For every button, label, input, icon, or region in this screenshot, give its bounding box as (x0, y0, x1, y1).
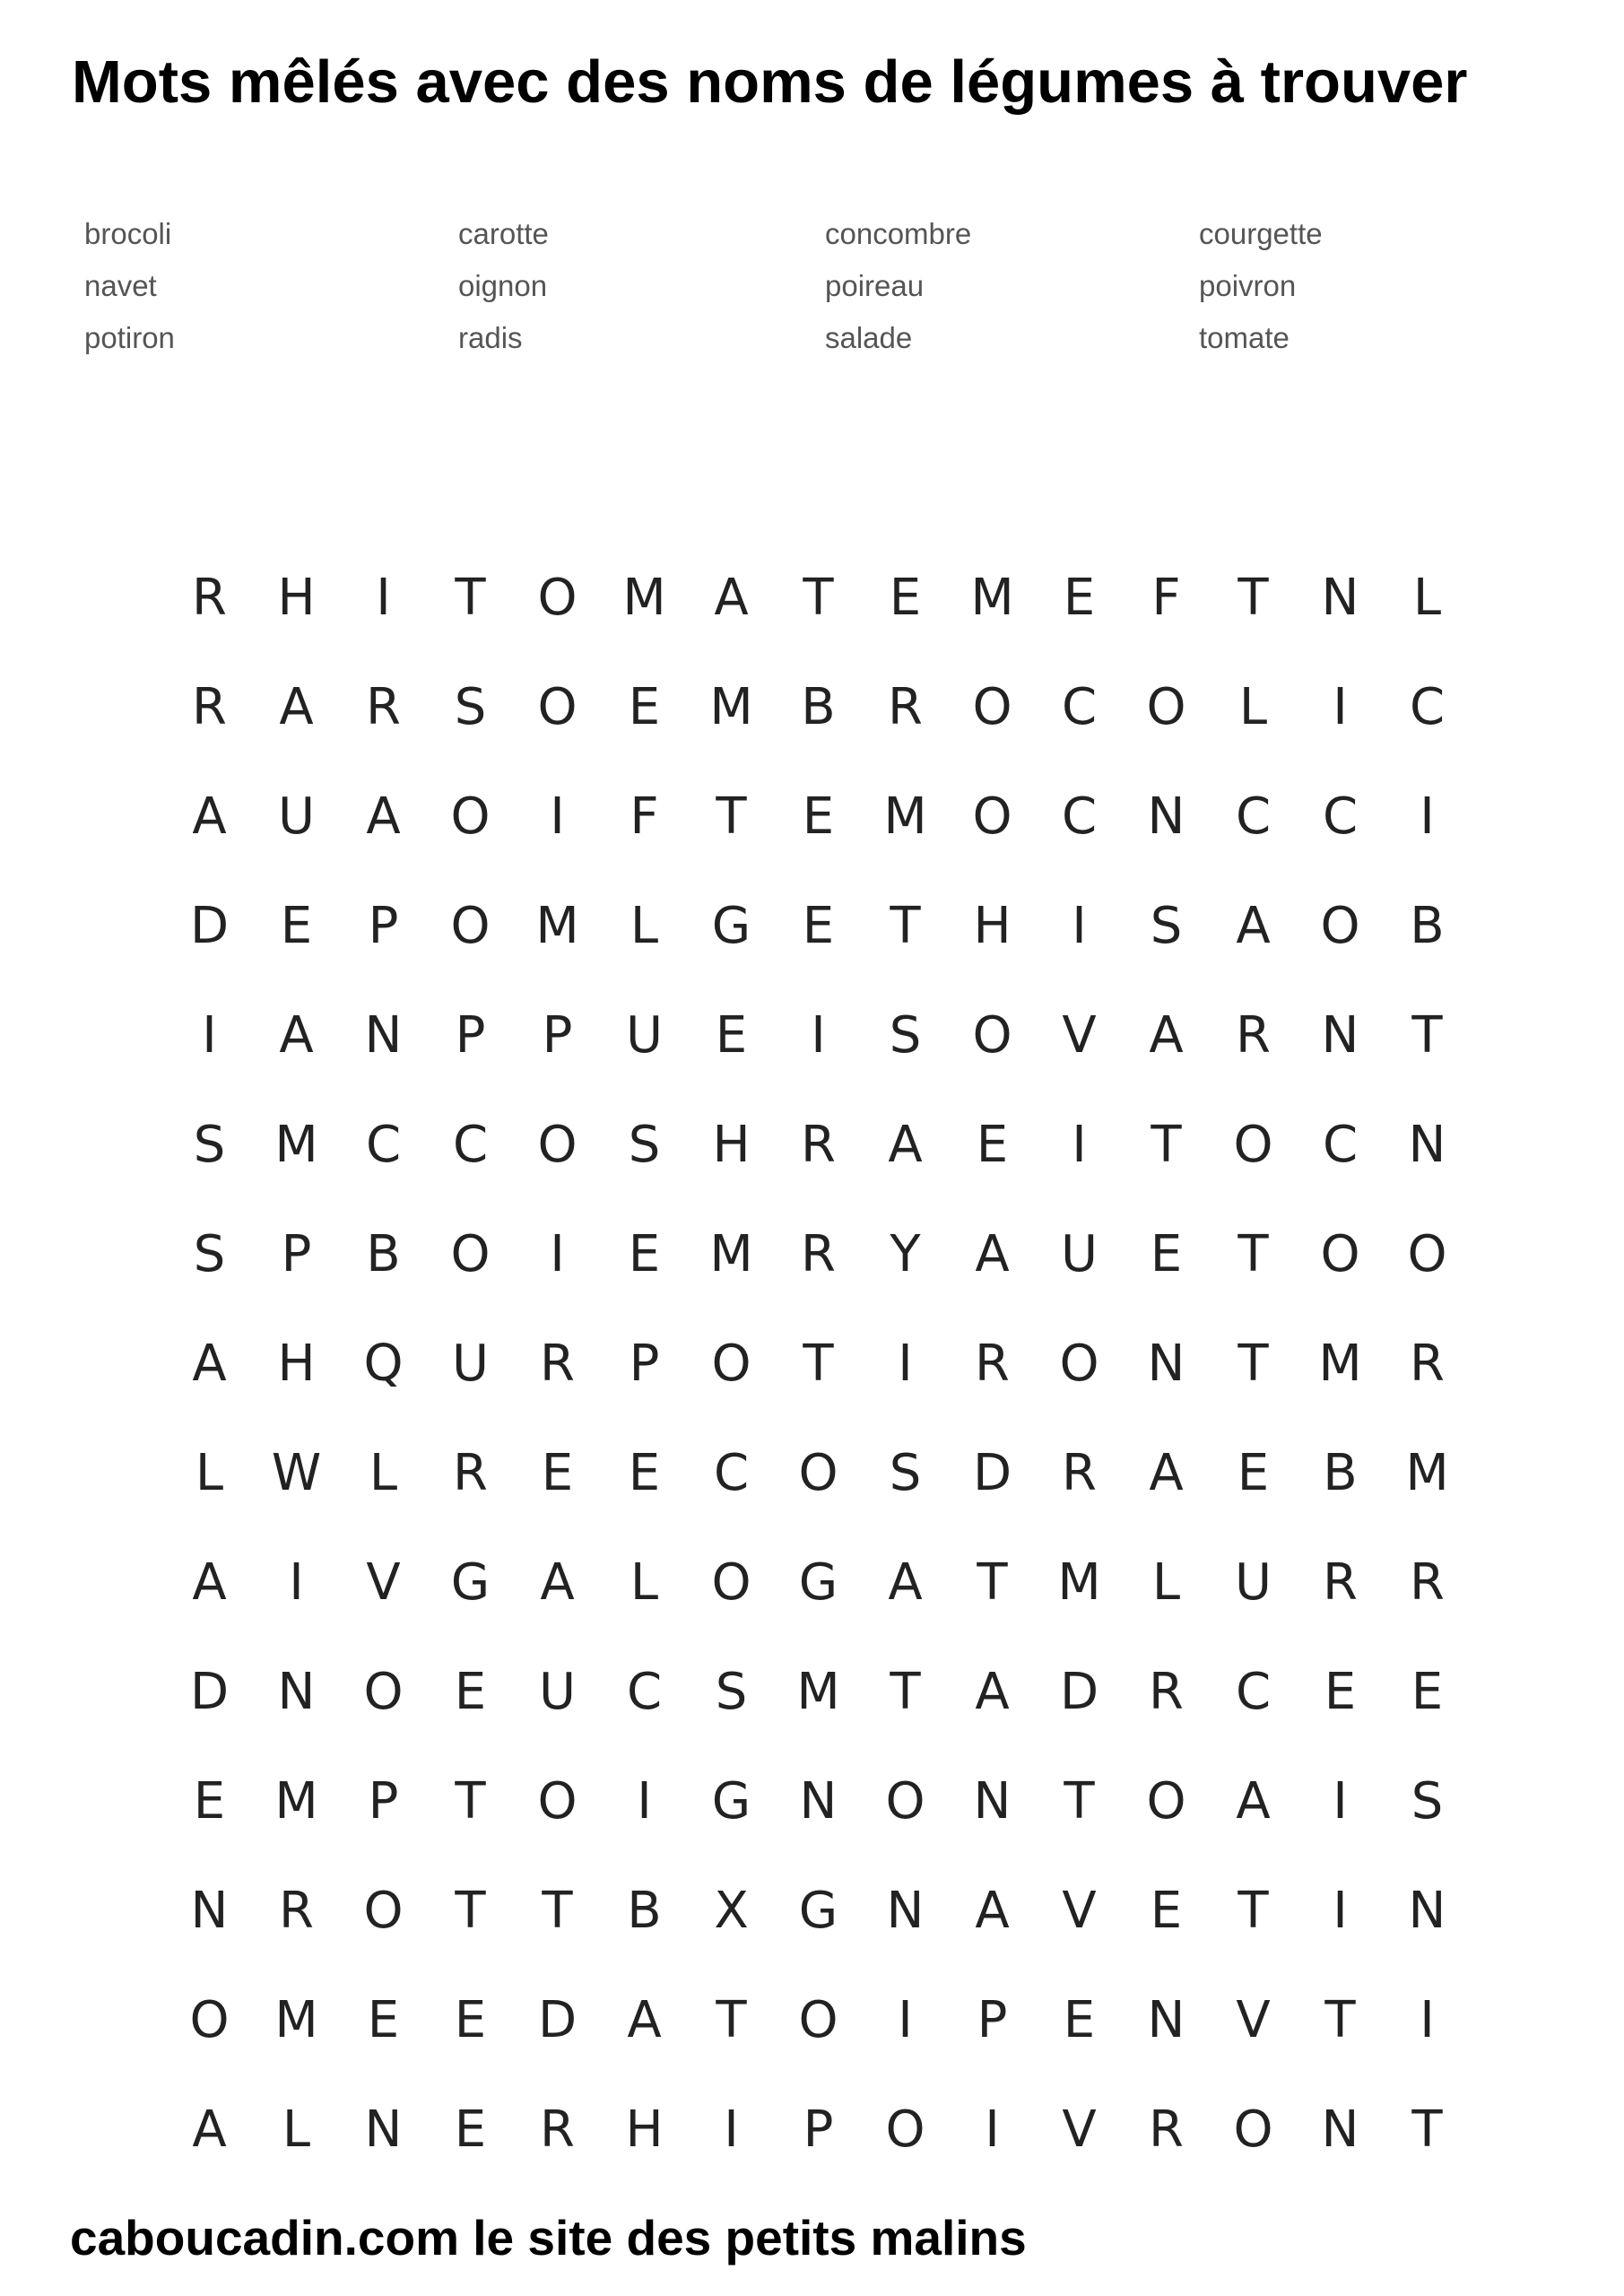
word-carotte: carotte (458, 217, 549, 250)
page-title: Mots mêlés avec des noms de légumes à trouver (72, 48, 1468, 116)
grid-cell-r7-c15[interactable]: O (1407, 1224, 1447, 1283)
grid-cell-r10-c13[interactable]: U (1235, 1552, 1272, 1612)
grid-cell-r6-c11[interactable]: I (1072, 1115, 1087, 1174)
grid-cell-r10-c15[interactable]: R (1410, 1552, 1445, 1612)
grid-cell-r7-c8[interactable]: R (801, 1224, 836, 1283)
word-salade: salade (825, 321, 913, 354)
grid-cell-r6-c8[interactable]: R (801, 1115, 836, 1174)
grid-cell-r11-c6[interactable]: C (626, 1662, 663, 1721)
grid-cell-r15-c2[interactable]: L (282, 2100, 311, 2159)
grid-cell-r2-c15[interactable]: C (1409, 677, 1446, 736)
grid-cell-r8-c8[interactable]: T (803, 1334, 834, 1393)
word-tomate: tomate (1199, 321, 1290, 354)
grid-cell-r6-c15[interactable]: N (1408, 1115, 1446, 1174)
grid-cell-r6-c14[interactable]: C (1322, 1115, 1359, 1174)
grid-cell-r1-c5[interactable]: O (537, 568, 578, 627)
grid-cell-r4-c6[interactable]: L (630, 896, 659, 955)
grid-cell-r3-c15[interactable]: I (1420, 787, 1435, 846)
grid-cell-r10-c14[interactable]: R (1323, 1552, 1358, 1612)
grid-cell-r7-c4[interactable]: O (450, 1224, 491, 1283)
grid-cell-r13-c15[interactable]: N (1408, 1881, 1446, 1940)
word-poireau: poireau (825, 269, 925, 302)
grid-cell-r3-c5[interactable]: I (550, 787, 565, 846)
word-navet: navet (84, 269, 157, 302)
grid-cell-r2-c5[interactable]: O (537, 677, 578, 736)
grid-cell-r2-c7[interactable]: M (709, 677, 753, 736)
grid-cell-r9-c9[interactable]: S (889, 1443, 922, 1502)
grid-cell-r7-c3[interactable]: B (366, 1224, 401, 1283)
grid-cell-r12-c12[interactable]: O (1146, 1771, 1186, 1831)
grid-cell-r7-c10[interactable]: A (975, 1224, 1010, 1283)
grid-cell-r8-c2[interactable]: H (277, 1334, 316, 1393)
grid-cell-r1-c8[interactable]: T (803, 568, 834, 627)
grid-cell-r13-c8[interactable]: G (798, 1881, 838, 1940)
grid-cell-r14-c12[interactable]: N (1147, 1990, 1185, 2049)
grid-cell-r8-c4[interactable]: U (452, 1334, 489, 1393)
grid-cell-r10-c9[interactable]: A (888, 1552, 923, 1612)
grid-cell-r9-c5[interactable]: E (541, 1443, 574, 1502)
grid-cell-r7-c11[interactable]: U (1061, 1224, 1098, 1283)
grid-cell-r14-c5[interactable]: D (537, 1990, 578, 2049)
grid-cell-r2-c3[interactable]: R (366, 677, 401, 736)
grid-cell-r5-c9[interactable]: S (889, 1005, 922, 1065)
grid-cell-r15-c3[interactable]: N (364, 2100, 403, 2159)
grid-cell-r11-c7[interactable]: S (715, 1662, 748, 1721)
word-column-2 (458, 208, 799, 364)
grid-cell-r4-c15[interactable]: B (1410, 896, 1445, 955)
grid-cell-r3-c1[interactable]: A (192, 787, 227, 846)
grid-cell-r10-c7[interactable]: O (711, 1552, 751, 1612)
grid-cell-r2-c12[interactable]: O (1146, 677, 1186, 736)
word-column-4 (1199, 208, 1540, 364)
grid-cell-r5-c6[interactable]: U (626, 1005, 663, 1065)
grid-cell-r6-c13[interactable]: O (1233, 1115, 1273, 1174)
grid-cell-r8-c12[interactable]: N (1147, 1334, 1185, 1393)
grid-cell-r11-c12[interactable]: R (1149, 1662, 1184, 1721)
grid-cell-r11-c5[interactable]: U (539, 1662, 576, 1721)
grid-cell-r4-c9[interactable]: T (890, 896, 921, 955)
grid-cell-r10-c8[interactable]: G (798, 1552, 838, 1612)
grid-cell-r11-c8[interactable]: M (796, 1662, 840, 1721)
word-concombre: concombre (825, 217, 972, 250)
grid-cell-r15-c12[interactable]: R (1149, 2100, 1184, 2159)
grid-cell-r3-c12[interactable]: N (1147, 787, 1185, 846)
word-column-1 (84, 208, 425, 364)
grid-cell-r2-c6[interactable]: E (628, 677, 661, 736)
grid-cell-r3-c10[interactable]: O (972, 787, 1012, 846)
grid-cell-r9-c1[interactable]: L (195, 1443, 224, 1502)
grid-cell-r12-c3[interactable]: P (368, 1771, 399, 1831)
grid-cell-r4-c3[interactable]: P (368, 896, 399, 955)
grid-cell-r4-c14[interactable]: O (1320, 896, 1360, 955)
grid-cell-r11-c2[interactable]: N (277, 1662, 316, 1721)
grid-cell-r12-c11[interactable]: T (1064, 1771, 1095, 1831)
grid-cell-r14-c9[interactable]: I (898, 1990, 913, 2049)
grid-cell-r5-c12[interactable]: A (1149, 1005, 1184, 1065)
grid-cell-r11-c11[interactable]: D (1059, 1662, 1099, 1721)
grid-cell-r15-c1[interactable]: A (192, 2100, 227, 2159)
grid-cell-r1-c2[interactable]: H (277, 568, 316, 627)
grid-cell-r10-c5[interactable]: A (540, 1552, 575, 1612)
grid-cell-r8-c3[interactable]: Q (363, 1334, 404, 1393)
grid-cell-r8-c10[interactable]: R (975, 1334, 1010, 1393)
grid-cell-r7-c6[interactable]: E (628, 1224, 661, 1283)
grid-cell-r5-c3[interactable]: N (364, 1005, 403, 1065)
word-courgette: courgette (1199, 217, 1323, 250)
grid-cell-r9-c11[interactable]: R (1062, 1443, 1097, 1502)
grid-cell-r1-c13[interactable]: T (1238, 568, 1269, 627)
grid-cell-r5-c5[interactable]: P (542, 1005, 573, 1065)
grid-cell-r12-c2[interactable]: M (274, 1771, 318, 1831)
grid-cell-r14-c3[interactable]: E (367, 1990, 400, 2049)
grid-cell-r6-c5[interactable]: O (537, 1115, 578, 1174)
grid-cell-r5-c2[interactable]: A (279, 1005, 314, 1065)
grid-cell-r9-c14[interactable]: B (1323, 1443, 1358, 1502)
grid-cell-r14-c10[interactable]: P (977, 1990, 1008, 2049)
grid-cell-r7-c1[interactable]: S (193, 1224, 226, 1283)
grid-cell-r2-c13[interactable]: L (1238, 677, 1268, 736)
word-radis: radis (458, 321, 523, 354)
grid-cell-r14-c13[interactable]: V (1236, 1990, 1271, 2049)
grid-cell-r3-c4[interactable]: O (450, 787, 491, 846)
grid-cell-r6-c2[interactable]: M (274, 1115, 318, 1174)
grid-cell-r4-c10[interactable]: H (973, 896, 1012, 955)
grid-cell-r14-c11[interactable]: E (1063, 1990, 1096, 2049)
grid-cell-r10-c3[interactable]: V (366, 1552, 401, 1612)
grid-cell-r12-c10[interactable]: N (973, 1771, 1012, 1831)
grid-cell-r2-c9[interactable]: R (888, 677, 923, 736)
grid-cell-r1-c7[interactable]: A (714, 568, 749, 627)
grid-cell-r3-c6[interactable]: F (630, 787, 659, 846)
grid-cell-r13-c13[interactable]: T (1238, 1881, 1269, 1940)
grid-cell-r13-c1[interactable]: N (190, 1881, 229, 1940)
grid-cell-r3-c2[interactable]: U (278, 787, 315, 846)
grid-cell-r3-c14[interactable]: C (1322, 787, 1359, 846)
grid-cell-r3-c8[interactable]: E (802, 787, 835, 846)
grid-cell-r4-c5[interactable]: M (535, 896, 579, 955)
grid-cell-r14-c14[interactable]: T (1324, 1990, 1356, 2049)
grid-cell-r2-c1[interactable]: R (192, 677, 227, 736)
grid-cell-r11-c14[interactable]: E (1324, 1662, 1357, 1721)
grid-cell-r11-c3[interactable]: O (363, 1662, 404, 1721)
grid-cell-r9-c10[interactable]: D (972, 1443, 1012, 1502)
grid-cell-r4-c8[interactable]: E (802, 896, 835, 955)
grid-cell-r6-c1[interactable]: S (193, 1115, 226, 1174)
grid-cell-r11-c13[interactable]: C (1235, 1662, 1272, 1721)
grid-cell-r6-c9[interactable]: A (888, 1115, 923, 1174)
grid-cell-r15-c9[interactable]: O (885, 2100, 925, 2159)
grid-cell-r6-c4[interactable]: C (452, 1115, 489, 1174)
grid-cell-r14-c6[interactable]: A (627, 1990, 662, 2049)
letter-grid (166, 543, 1466, 2184)
grid-cell-r5-c15[interactable]: T (1411, 1005, 1443, 1065)
grid-cell-r9-c8[interactable]: O (798, 1443, 838, 1502)
grid-cell-r6-c6[interactable]: S (628, 1115, 661, 1174)
grid-cell-r2-c14[interactable]: I (1333, 677, 1348, 736)
grid-cell-r13-c3[interactable]: O (363, 1881, 404, 1940)
grid-cell-r4-c13[interactable]: A (1236, 896, 1271, 955)
grid-cell-r1-c11[interactable]: E (1063, 568, 1096, 627)
grid-cell-r12-c7[interactable]: G (711, 1771, 751, 1831)
grid-cell-r8-c5[interactable]: R (540, 1334, 575, 1393)
grid-cell-r12-c5[interactable]: O (537, 1771, 578, 1831)
grid-cell-r14-c7[interactable]: T (716, 1990, 747, 2049)
grid-cell-r8-c7[interactable]: O (711, 1334, 751, 1393)
grid-cell-r7-c2[interactable]: P (281, 1224, 312, 1283)
grid-cell-r4-c1[interactable]: D (189, 896, 230, 955)
grid-cell-r9-c7[interactable]: C (713, 1443, 750, 1502)
grid-cell-r4-c12[interactable]: S (1150, 896, 1183, 955)
grid-cell-r4-c7[interactable]: G (711, 896, 751, 955)
grid-cell-r6-c3[interactable]: C (365, 1115, 402, 1174)
grid-cell-r4-c2[interactable]: E (280, 896, 313, 955)
grid-cell-r2-c8[interactable]: B (801, 677, 836, 736)
grid-cell-r3-c11[interactable]: C (1061, 787, 1098, 846)
word-oignon: oignon (458, 269, 548, 302)
grid-cell-r8-c9[interactable]: I (898, 1334, 913, 1393)
grid-cell-r2-c10[interactable]: O (972, 677, 1012, 736)
grid-cell-r4-c11[interactable]: I (1072, 896, 1087, 955)
word-potiron: potiron (84, 321, 175, 354)
grid-cell-r10-c1[interactable]: A (192, 1552, 227, 1612)
grid-cell-r10-c4[interactable]: G (450, 1552, 491, 1612)
grid-cell-r8-c15[interactable]: R (1410, 1334, 1445, 1393)
grid-cell-r8-c6[interactable]: P (629, 1334, 660, 1393)
grid-cell-r14-c15[interactable]: I (1420, 1990, 1435, 2049)
grid-cell-r12-c9[interactable]: O (885, 1771, 925, 1831)
grid-cell-r10-c10[interactable]: T (977, 1552, 1008, 1612)
grid-cell-r10-c12[interactable]: L (1151, 1552, 1181, 1612)
grid-cell-r15-c15[interactable]: T (1411, 2100, 1443, 2159)
grid-cell-r7-c13[interactable]: T (1238, 1224, 1269, 1283)
grid-cell-r8-c14[interactable]: M (1318, 1334, 1362, 1393)
word-poivron: poivron (1199, 269, 1297, 302)
grid-cell-r1-c3[interactable]: I (376, 568, 391, 627)
grid-cell-r12-c15[interactable]: S (1411, 1771, 1444, 1831)
grid-cell-r13-c12[interactable]: E (1150, 1881, 1183, 1940)
grid-cell-r13-c14[interactable]: I (1333, 1881, 1348, 1940)
grid-cell-r15-c14[interactable]: N (1321, 2100, 1359, 2159)
grid-cell-r9-c4[interactable]: R (453, 1443, 488, 1502)
grid-cell-r12-c6[interactable]: I (637, 1771, 652, 1831)
grid-cell-r13-c7[interactable]: X (714, 1881, 749, 1940)
grid-cell-r12-c1[interactable]: E (193, 1771, 226, 1831)
grid-cell-r9-c6[interactable]: E (628, 1443, 661, 1502)
word-brocoli: brocoli (84, 217, 172, 250)
grid-cell-r5-c7[interactable]: E (715, 1005, 748, 1065)
grid-cell-r15-c13[interactable]: O (1233, 2100, 1273, 2159)
grid-cell-r7-c9[interactable]: Y (890, 1224, 921, 1283)
grid-cell-r5-c4[interactable]: P (455, 1005, 486, 1065)
grid-cell-r4-c4[interactable]: O (450, 896, 491, 955)
grid-cell-r13-c2[interactable]: R (279, 1881, 314, 1940)
grid-cell-r5-c8[interactable]: I (811, 1005, 826, 1065)
grid-cell-r9-c13[interactable]: E (1237, 1443, 1270, 1502)
grid-cell-r3-c3[interactable]: A (366, 787, 401, 846)
grid-cell-r2-c2[interactable]: A (279, 677, 314, 736)
grid-cell-r15-c6[interactable]: H (625, 2100, 664, 2159)
grid-cell-r15-c7[interactable]: I (724, 2100, 739, 2159)
grid-cell-r8-c13[interactable]: T (1238, 1334, 1269, 1393)
grid-cell-r1-c12[interactable]: F (1151, 568, 1181, 627)
grid-cell-r2-c4[interactable]: S (454, 677, 487, 736)
grid-cell-r12-c13[interactable]: A (1236, 1771, 1271, 1831)
grid-cell-r11-c9[interactable]: T (890, 1662, 921, 1721)
grid-cell-r13-c4[interactable]: T (455, 1881, 486, 1940)
grid-cell-r11-c1[interactable]: D (189, 1662, 230, 1721)
grid-cell-r1-c1[interactable]: R (192, 568, 227, 627)
grid-cell-r2-c11[interactable]: C (1061, 677, 1098, 736)
grid-cell-r1-c9[interactable]: E (889, 568, 922, 627)
grid-cell-r1-c4[interactable]: T (455, 568, 486, 627)
grid-cell-r1-c15[interactable]: L (1412, 568, 1442, 627)
grid-cell-r1-c10[interactable]: M (970, 568, 1014, 627)
grid-cell-r14-c2[interactable]: M (274, 1990, 318, 2049)
grid-cell-r9-c3[interactable]: L (369, 1443, 398, 1502)
grid-cell-r8-c1[interactable]: A (192, 1334, 227, 1393)
grid-cell-r13-c5[interactable]: T (542, 1881, 573, 1940)
grid-cell-r1-c6[interactable]: M (622, 568, 666, 627)
grid-cell-r5-c13[interactable]: R (1236, 1005, 1271, 1065)
grid-cell-r6-c10[interactable]: E (976, 1115, 1009, 1174)
word-column-3 (825, 208, 1166, 364)
grid-cell-r14-c4[interactable]: E (454, 1990, 487, 2049)
grid-cell-r13-c9[interactable]: N (886, 1881, 925, 1940)
grid-cell-r8-c11[interactable]: O (1059, 1334, 1099, 1393)
grid-cell-r1-c14[interactable]: N (1321, 568, 1359, 627)
grid-cell-r12-c4[interactable]: T (455, 1771, 486, 1831)
grid-cell-r5-c14[interactable]: N (1321, 1005, 1359, 1065)
grid-cell-r7-c5[interactable]: I (550, 1224, 565, 1283)
grid-cell-r15-c10[interactable]: I (985, 2100, 1000, 2159)
grid-cell-r3-c7[interactable]: T (716, 787, 747, 846)
grid-cell-r10-c2[interactable]: I (289, 1552, 304, 1612)
grid-cell-r15-c5[interactable]: R (540, 2100, 575, 2159)
grid-cell-r11-c15[interactable]: E (1411, 1662, 1444, 1721)
grid-cell-r10-c6[interactable]: L (630, 1552, 659, 1612)
grid-cell-r9-c2[interactable]: W (271, 1443, 322, 1502)
grid-cell-r3-c13[interactable]: C (1235, 787, 1272, 846)
grid-cell-r15-c4[interactable]: E (454, 2100, 487, 2159)
grid-cell-r5-c10[interactable]: O (972, 1005, 1012, 1065)
grid-cell-r5-c11[interactable]: V (1062, 1005, 1097, 1065)
grid-cell-r9-c12[interactable]: A (1149, 1443, 1184, 1502)
grid-cell-r13-c11[interactable]: V (1062, 1881, 1097, 1940)
grid-cell-r9-c15[interactable]: M (1405, 1443, 1449, 1502)
grid-cell-r12-c14[interactable]: I (1333, 1771, 1348, 1831)
grid-cell-r11-c10[interactable]: A (975, 1662, 1010, 1721)
grid-cell-r10-c11[interactable]: M (1057, 1552, 1101, 1612)
word-list (84, 208, 1519, 378)
grid-cell-r13-c10[interactable]: A (975, 1881, 1010, 1940)
grid-cell-r7-c12[interactable]: E (1150, 1224, 1183, 1283)
site-footer: caboucadin.com le site des petits malins (70, 2210, 1027, 2266)
grid-cell-r11-c4[interactable]: E (454, 1662, 487, 1721)
grid-cell-r14-c1[interactable]: O (189, 1990, 230, 2049)
grid-cell-r7-c7[interactable]: M (709, 1224, 753, 1283)
grid-cell-r5-c1[interactable]: I (202, 1005, 217, 1065)
grid-cell-r7-c14[interactable]: O (1320, 1224, 1360, 1283)
grid-cell-r13-c6[interactable]: B (627, 1881, 662, 1940)
grid-cell-r15-c11[interactable]: V (1062, 2100, 1097, 2159)
grid-cell-r6-c12[interactable]: T (1151, 1115, 1182, 1174)
grid-cell-r15-c8[interactable]: P (803, 2100, 834, 2159)
grid-cell-r14-c8[interactable]: O (798, 1990, 838, 2049)
grid-cell-r3-c9[interactable]: M (883, 787, 927, 846)
grid-cell-r12-c8[interactable]: N (799, 1771, 838, 1831)
grid-cell-r6-c7[interactable]: H (712, 1115, 751, 1174)
